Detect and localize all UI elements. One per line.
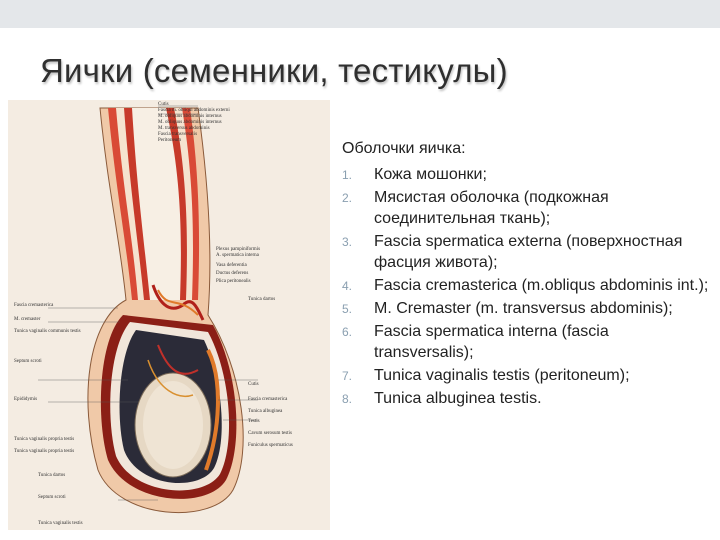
figure-label: M. obliquus abdominis internus — [158, 120, 222, 125]
item-number: 2. — [342, 191, 353, 205]
figure-label: Fascia m. obliqui abdominis externi — [158, 108, 230, 113]
slide-title: Яички (семенники, тестикулы) — [40, 52, 508, 89]
figure-label: Epididymis — [14, 397, 38, 402]
figure-label: Plica peritonealis — [216, 279, 251, 284]
figure-label: Cavum serosum testis — [248, 431, 292, 436]
figure-label: Tunica dartos — [38, 473, 66, 478]
item-number: 7. — [342, 369, 353, 383]
figure-label: Tunica vaginalis propria testis — [14, 437, 75, 442]
figure-label: Plexus pampiniformis — [216, 247, 261, 252]
list-item — [342, 164, 712, 185]
list-item — [342, 365, 712, 386]
figure-label: Tunica vaginalis testis — [38, 521, 83, 526]
item-text: Мясистая оболочка (подкожная соединительная ткань); — [374, 189, 609, 227]
testis-anatomy-figure — [8, 100, 330, 530]
item-number: 8. — [342, 392, 353, 406]
list-item — [342, 275, 712, 296]
item-text: Fascia cremasterica (m.obliqus abdominis int.); — [374, 277, 709, 294]
figure-label: Septum scroti — [38, 495, 66, 500]
item-number: 4. — [342, 279, 353, 293]
figure-label: Testis — [248, 419, 260, 424]
item-text: Кожа мошонки; — [374, 166, 487, 183]
figure-label: M. cremaster — [14, 317, 41, 322]
membrane-list — [342, 164, 712, 411]
list-item — [342, 231, 712, 273]
figure-label: Fascia transversalis — [158, 132, 198, 137]
list-item — [342, 388, 712, 409]
item-text: M. Cremaster (m. transversus abdominis); — [374, 300, 673, 317]
top-decor-band — [0, 0, 720, 28]
item-text: Tunica albuginea testis. — [374, 390, 542, 407]
list-heading: Оболочки яичка: — [342, 140, 466, 157]
figure-label: Fascia cremasterica — [248, 397, 288, 402]
figure-label: Tunica vaginalis communis testis — [14, 329, 81, 334]
item-number: 3. — [342, 235, 353, 249]
item-number: 5. — [342, 302, 353, 316]
figure-label: Fascia cremasterica — [14, 303, 54, 308]
figure-label: Funiculus spermaticus — [248, 443, 293, 448]
figure-label: A. spermatica interna — [216, 253, 259, 258]
figure-label: Tunica dartos — [248, 297, 276, 302]
item-text: Fascia spermatica interna (fascia transversalis); — [374, 323, 609, 361]
figure-label: Cutis — [158, 102, 169, 107]
figure-label: Septum scroti — [14, 359, 42, 364]
list-item — [342, 187, 712, 229]
figure-label: Peritoneum — [158, 138, 182, 143]
figure-label: Vasa deferentia — [216, 263, 247, 268]
figure-label: Ductus deferens — [216, 271, 249, 276]
list-item — [342, 298, 712, 319]
figure-label: Cutis — [248, 382, 259, 387]
item-number: 1. — [342, 168, 353, 182]
figure-label: M. transversus abdominis — [158, 126, 210, 131]
figure-label: Tunica vaginalis propria testis — [14, 449, 75, 454]
item-text: Tunica vaginalis testis (peritoneum); — [374, 367, 630, 384]
figure-label: Tunica albuginea — [248, 409, 283, 414]
item-text: Fascia spermatica externa (поверхностная фасция живота); — [374, 233, 683, 271]
list-item — [342, 321, 712, 363]
figure-label: M. obliquus abdominis internus — [158, 114, 222, 119]
item-number: 6. — [342, 325, 353, 339]
